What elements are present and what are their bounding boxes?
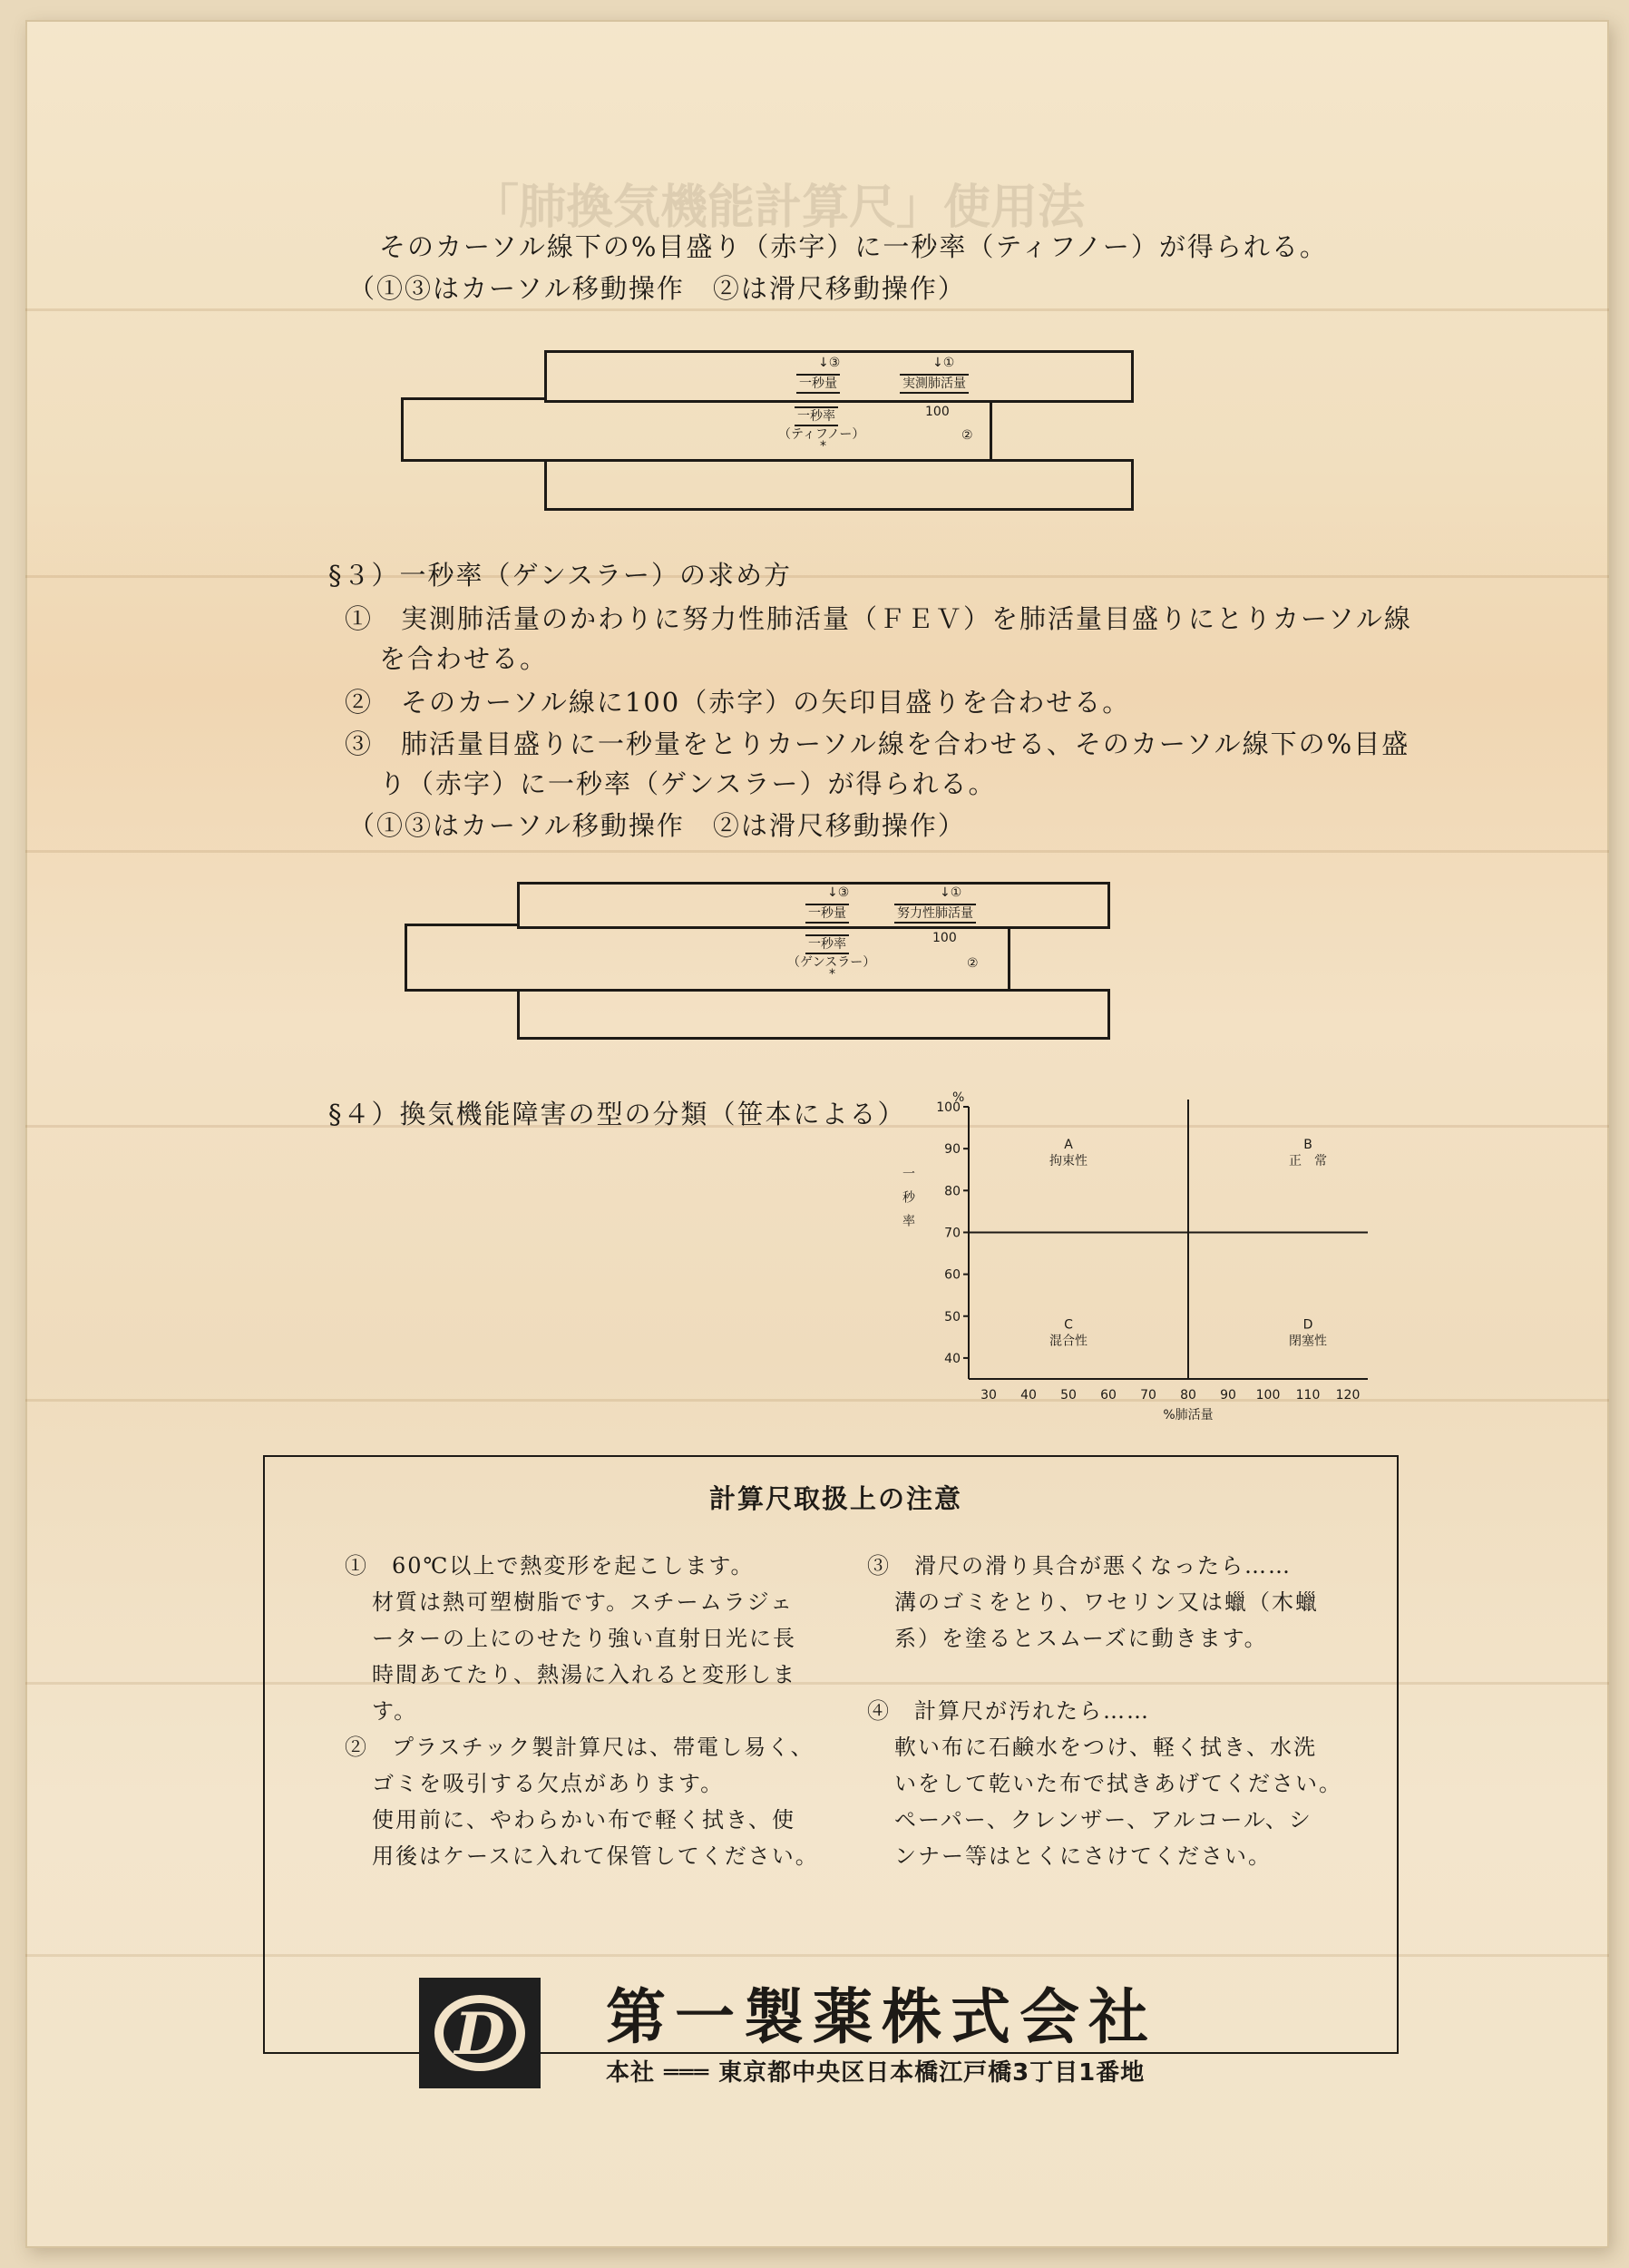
quadrant-name: 混合性 bbox=[1049, 1334, 1088, 1349]
x-tick-label: 90 bbox=[1220, 1388, 1236, 1403]
section3-heading: §３）一秒率（ゲンスラー）の求め方 bbox=[328, 560, 793, 591]
slide-top-edge bbox=[405, 924, 519, 926]
company-name: 第一製薬株式会社 bbox=[606, 1982, 1157, 2052]
marker-1: ↓① bbox=[940, 885, 962, 900]
notice-left-line: 用後はケースに入れて保管してください。 bbox=[372, 1843, 819, 1869]
x-tick-label: 50 bbox=[1060, 1388, 1077, 1403]
marker-2: ② bbox=[961, 428, 973, 443]
notice-right-column-top bbox=[867, 1548, 1319, 1657]
star-marker: * bbox=[829, 967, 835, 982]
section4-heading: §４）換気機能障害の型の分類（笹本による） bbox=[328, 1099, 906, 1129]
section3-item2: ② そのカーソル線に100（赤字）の矢印目盛りを合わせる。 bbox=[345, 687, 1131, 718]
quadrant-name: 拘束性 bbox=[1049, 1154, 1088, 1169]
marker-2: ② bbox=[967, 956, 979, 971]
notice-left-line: 使用前に、やわらかい布で軽く拭き、使 bbox=[372, 1807, 796, 1833]
section3-item3-line1: ③ 肺活量目盛りに一秒量をとりカーソル線を合わせる、そのカーソル線下の%目盛 bbox=[345, 728, 1410, 759]
x-tick-label: 60 bbox=[1100, 1388, 1117, 1403]
section3-note: （①③はカーソル移動操作 ②は滑尺移動操作） bbox=[348, 810, 966, 841]
notice-right-column-bottom bbox=[867, 1693, 1342, 1874]
label-100: 100 bbox=[932, 931, 957, 945]
notice-right-line: 系）を塗るとスムーズに動きます。 bbox=[894, 1626, 1268, 1651]
quadrant-name: 閉塞性 bbox=[1289, 1334, 1327, 1349]
notice-right-line: ンナー等はとくにさけてください。 bbox=[894, 1843, 1272, 1869]
logo-letter: D bbox=[454, 2000, 505, 2068]
notice-right-line: ③ 滑尺の滑り具合が悪くなったら…… bbox=[867, 1553, 1292, 1579]
x-tick-label: 30 bbox=[980, 1388, 997, 1403]
fold-line bbox=[25, 850, 1609, 853]
notice-right-line: 軟い布に石鹸水をつけ、軽く拭き、水洗 bbox=[894, 1735, 1318, 1760]
slide-top-edge bbox=[401, 397, 546, 400]
star-marker: * bbox=[820, 439, 826, 454]
fold-line bbox=[25, 575, 1609, 578]
slide-top-edge bbox=[992, 400, 1134, 403]
notice-left-line: 時間あてたり、熱湯に入れると変形しま bbox=[372, 1662, 796, 1687]
d-mark-icon bbox=[419, 1978, 541, 2088]
y-tick-label: 90 bbox=[944, 1142, 961, 1158]
label-gaensler: （ゲンスラー） bbox=[787, 955, 876, 970]
y-unit-label: % bbox=[952, 1090, 965, 1105]
y-tick-label: 40 bbox=[944, 1351, 961, 1366]
notice-left-line: ゴミを吸引する欠点があります。 bbox=[372, 1771, 725, 1796]
rule-lower-body bbox=[517, 989, 1110, 1040]
x-axis-label: %肺活量 bbox=[1163, 1408, 1214, 1422]
company-address: 本社 ═══ 東京都中央区日本橋江戸橋3丁目1番地 bbox=[606, 2059, 1146, 2087]
label-one-second-volume: 一秒量 bbox=[805, 904, 849, 924]
notice-left-line: ① 60℃以上で熱変形を起こします。 bbox=[345, 1553, 755, 1579]
label-one-second-volume: 一秒量 bbox=[796, 374, 840, 394]
marker-3: ↓③ bbox=[827, 885, 850, 900]
y-tick-label: 80 bbox=[944, 1184, 961, 1199]
section3-item1-line2: を合わせる。 bbox=[379, 643, 549, 674]
marker-3: ↓③ bbox=[818, 356, 841, 370]
quadrant-letter: C bbox=[1064, 1317, 1073, 1333]
x-tick-label: 70 bbox=[1140, 1388, 1156, 1403]
label-100: 100 bbox=[925, 405, 950, 419]
slide-top-edge bbox=[1010, 926, 1110, 929]
section3-item3-line2: り（赤字）に一秒率（ゲンスラー）が得られる。 bbox=[379, 768, 997, 799]
label-fev1-ratio: 一秒率 bbox=[795, 406, 838, 426]
section3-item1-line1: ① 実測肺活量のかわりに努力性肺活量（ＦＥＶ）を肺活量目盛りにとりカーソル線 bbox=[345, 603, 1412, 634]
quadrant-name: 正 常 bbox=[1289, 1154, 1327, 1169]
label-fev1-ratio: 一秒率 bbox=[805, 934, 849, 954]
notice-left-line: ーターの上にのせたり強い直射日光に長 bbox=[372, 1626, 796, 1651]
quadrant-letter: A bbox=[1064, 1138, 1073, 1153]
x-tick-label: 100 bbox=[1255, 1388, 1281, 1403]
y-axis-label-char: 率 bbox=[902, 1214, 915, 1229]
quadrant-letter: D bbox=[1302, 1317, 1313, 1333]
ventilation-classification-chart bbox=[889, 1089, 1415, 1433]
rule-slide bbox=[405, 926, 1010, 992]
rule-slide bbox=[401, 400, 992, 462]
notice-left-line: 材質は熱可塑樹脂です。スチームラジェ bbox=[372, 1589, 795, 1615]
intro-line-1: そのカーソル線下の%目盛り（赤字）に一秒率（ティフノー）が得られる。 bbox=[379, 231, 1328, 262]
y-tick-label: 60 bbox=[944, 1267, 961, 1283]
intro-line-2: （①③はカーソル移動操作 ②は滑尺移動操作） bbox=[348, 273, 966, 304]
notice-title: 計算尺取扱上の注意 bbox=[709, 1483, 963, 1514]
y-axis-label-char: 一 bbox=[902, 1167, 915, 1182]
notice-left-column bbox=[345, 1548, 819, 1874]
marker-1: ↓① bbox=[932, 356, 955, 370]
notice-right-line: いをして乾いた布で拭きあげてください。 bbox=[894, 1771, 1342, 1796]
quadrant-letter: B bbox=[1303, 1138, 1312, 1153]
label-forced-vital-capacity: 努力性肺活量 bbox=[894, 904, 976, 924]
y-axis-label-char: 秒 bbox=[902, 1190, 915, 1206]
notice-right-line: ④ 計算尺が汚れたら…… bbox=[867, 1698, 1150, 1724]
fold-line bbox=[25, 308, 1609, 311]
label-tiffeneau: （ティフノー） bbox=[778, 427, 865, 442]
notice-left-line: す。 bbox=[372, 1698, 418, 1724]
rule-lower-body bbox=[544, 459, 1134, 511]
company-logo bbox=[419, 1978, 541, 2088]
x-tick-label: 80 bbox=[1180, 1388, 1196, 1403]
notice-right-line: 溝のゴミをとり、ワセリン又は蠟（木蠟 bbox=[894, 1589, 1319, 1615]
notice-right-line: ペーパー、クレンザー、アルコール、シ bbox=[894, 1807, 1312, 1833]
y-tick-label: 50 bbox=[944, 1309, 961, 1325]
y-tick-label: 100 bbox=[936, 1100, 961, 1115]
x-tick-label: 40 bbox=[1020, 1388, 1037, 1403]
y-tick-label: 70 bbox=[944, 1226, 961, 1241]
x-tick-label: 120 bbox=[1335, 1388, 1361, 1403]
x-tick-label: 110 bbox=[1295, 1388, 1321, 1403]
label-measured-vital-capacity: 実測肺活量 bbox=[900, 374, 969, 394]
bleed-through-title: 「肺換気機能計算尺」使用法 bbox=[472, 181, 1086, 235]
notice-left-line: ② プラスチック製計算尺は、帯電し易く、 bbox=[345, 1735, 814, 1760]
